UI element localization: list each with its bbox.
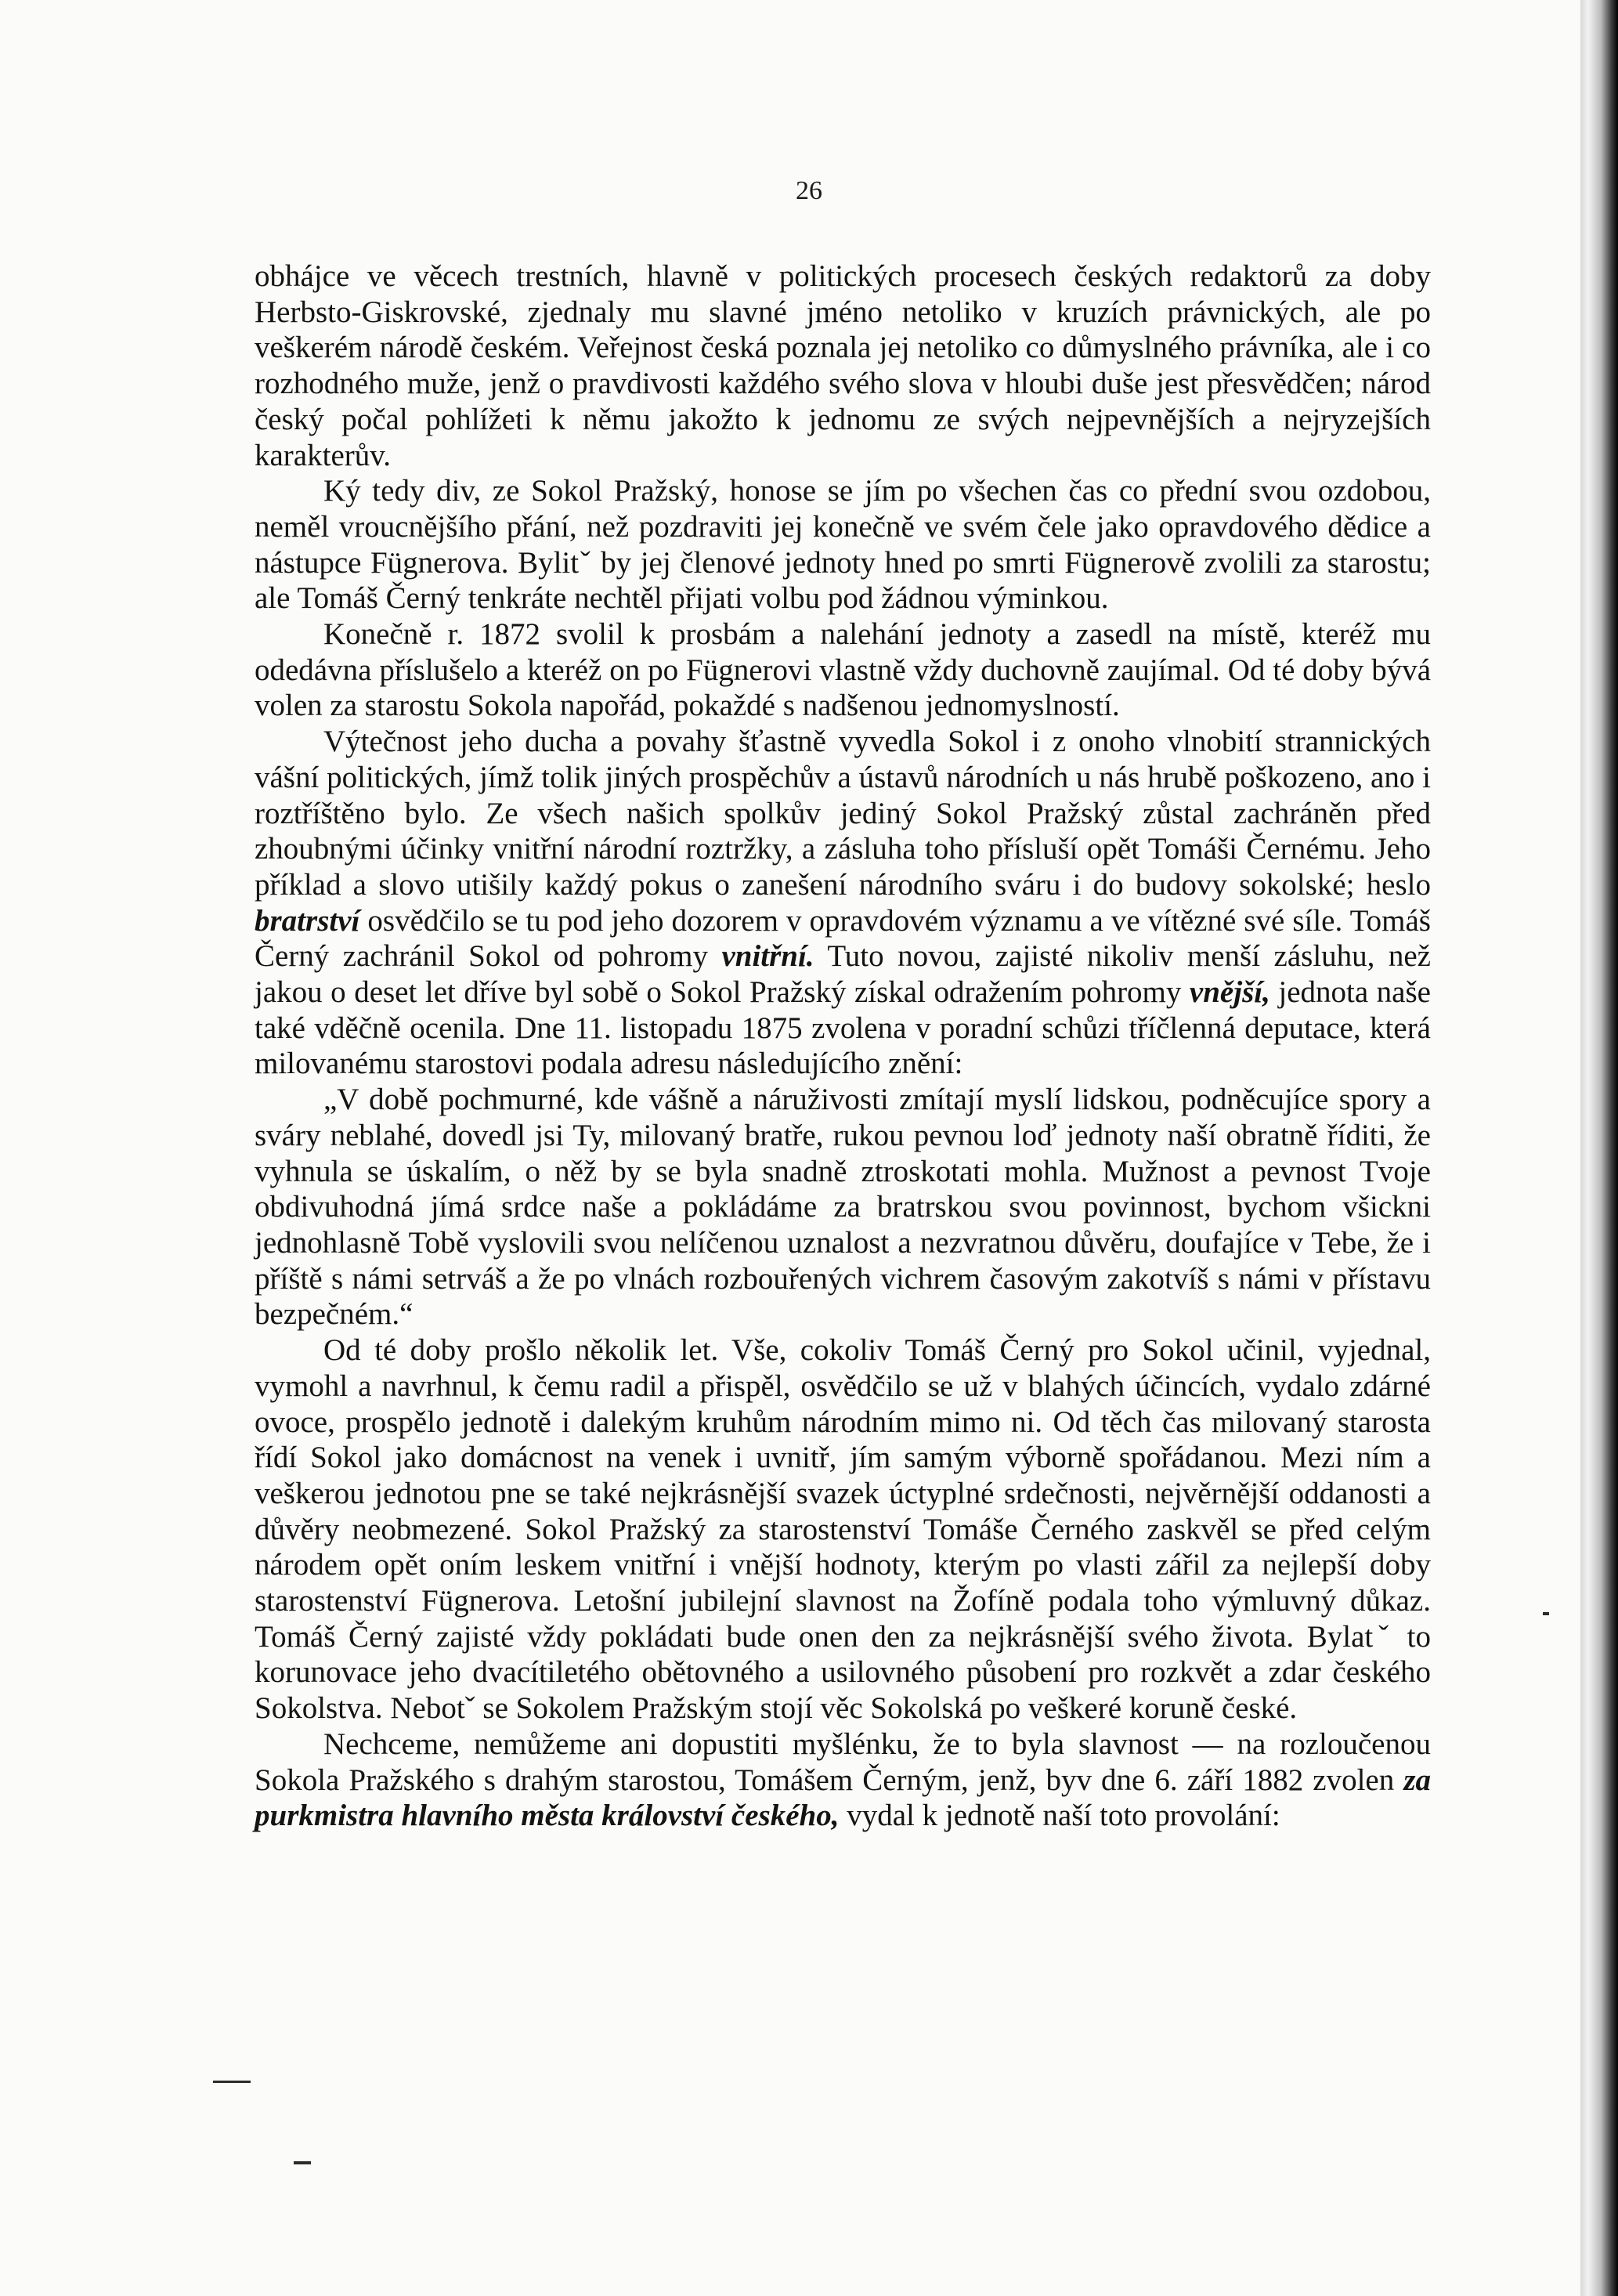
text-run: jednota naše také vděčně ocenila. Dne 11. listopadu 1875 zvolena v poradní schůzi tříčlenná deputace, která milovanému starostovi podala adresu následujícího znění:	[255, 975, 1431, 1081]
emphasized-text: vnější,	[1189, 975, 1270, 1010]
text-run: Výtečnost jeho ducha a povahy šťastně vyvedla Sokol i z onoho vlnobití strannických vášní politických, jímž tolik jiných prospěchův a ústavů národních u nás hrubě poškozeno, ano i roztříštěno bylo. Ze všech našich spolkův jediný Sokol Pražský zůstal zachráněn před zhoubnými účinky vnitřní národní roztržky, a zásluha toho přísluší opět Tomáši Černému. Jeho příklad a slovo utišily každý pokus o zanešení národního sváru i do budovy sokolské; heslo	[255, 725, 1431, 902]
paragraph	[255, 1727, 1431, 1834]
paragraph	[255, 616, 1431, 724]
text-run: Od té doby prošlo několik let. Vše, cokoliv Tomáš Černý pro Sokol učinil, vyjednal, vymohl a navrhnul, k čemu radil a přispěl, osvědčilo se už v blahých účincích, vydalo zdárné ovoce, prospělo jednotě i dalekým kruhům národním mimo ni. Od těch čas milovaný starosta řídí Sokol jako domácnost na venek i uvnitř, jím samým výborně spořádanou. Mezi ním a veškerou jednotou pne se také nejkrásnější svazek úctyplné srdečnosti, nejvěrnější oddanosti a důvěry neobmezené. Sokol Pražský za starostenství Tomáše Černého zaskvěl se před celým národem opět oním leskem vnitřní i vnější hodnoty, kterým po vlasti zářil za nejlepší doby starostenství Fügnerova. Letošní jubilejní slavnost na Žofíně podala toho výmluvný důkaz. Tomáš Černý zajisté vždy pokládati bude onen den za nejkrásnější svého života. Bylatˇ to korunovace jeho dvacítiletého obětovného a usilovného působení pro rozkvět a zdar českého Sokolstva. Nebotˇ se Sokolem Pražským stojí věc Sokolská po veškeré koruně české.	[255, 1333, 1431, 1726]
text-run: Konečně r. 1872 svolil k prosbám a nalehání jednoty a zasedl na místě, kteréž mu odedávna příslušelo a kteréž on po Fügnerovi vlastně vždy duchovně zaujímal. Od té doby bývá volen za starostu Sokola napořád, pokaždé s nadšenou jednomyslností.	[255, 617, 1431, 723]
text-run: osvědčilo se tu pod jeho dozorem v opravdovém významu a ve vítězné své síle. Tomáš Černý zachránil Sokol od pohromy	[255, 903, 1431, 974]
book-spine-edge	[1580, 0, 1618, 2296]
emphasized-text: vnitřní.	[721, 939, 814, 974]
scan-speck	[1543, 1612, 1549, 1615]
text-run: Tuto novou, zajisté nikoliv menší zásluhu, než jakou o deset let dříve byl sobě o Sokol Pražský získal odražením pohromy	[255, 939, 1431, 1010]
page-number: 26	[796, 176, 822, 205]
text-run: vydal k jednotě naší toto provolání:	[839, 1799, 1280, 1833]
body-text	[255, 259, 1431, 1834]
text-run: obhájce ve věcech trestních, hlavně v politických procesech českých redaktorů za doby Herbsto-Giskrovské, zjednaly mu slavné jméno netoliko v kruzích právnických, ale po veškerém národě českém. Veřejnost česká poznala jej netoliko co důmyslného právníka, ale i co rozhodného muže, jenž o pravdivosti každého svého slova v hloubi duše jest přesvědčen; národ český počal pohlížeti k němu jakožto k jednomu ze svých nejpevnějších a nejryzejších karakterův.	[255, 259, 1431, 472]
emphasized-text: za purkmistra hlavního města království českého,	[255, 1763, 1431, 1833]
scan-speck	[213, 2081, 251, 2083]
paragraph	[255, 259, 1431, 473]
emphasized-text: bratrství	[255, 903, 360, 938]
scan-speck	[294, 2161, 311, 2164]
text-run: Nechceme, nemůžeme ani dopustiti myšlénku, že to byla slavnost — na rozloučenou Sokola Pražského s drahým starostou, Tomášem Černým, jenž, byv dne 6. září 1882 zvolen	[255, 1727, 1431, 1797]
paragraph	[255, 724, 1431, 1082]
paragraph	[255, 1082, 1431, 1332]
text-run: „V době pochmurné, kde vášně a náruživosti zmítají myslí lidskou, podněcujíce spory a sváry neblahé, dovedl jsi Ty, milovaný bratře, rukou pevnou loď jednoty naší obratně říditi, že vyhnula se úskalím, o něž by se byla snadně ztroskotati mohla. Mužnost a pevnost Tvoje obdivuhodná jímá srdce naše a pokládáme za bratrskou svou povinnost, bychom všickni jednohlasně Tobě vyslovili svou nelíčenou uznalost a nezvratnou důvěru, doufajíce v Tebe, že i příště s námi setrváš a že po vlnách rozbouřených vichrem časovým zakotvíš s námi v přístavu bezpečném.“	[255, 1083, 1431, 1332]
text-run: Ký tedy div, ze Sokol Pražský, honose se jím po všechen čas co přední svou ozdobou, neměl vroucnějšího přání, než pozdraviti jej konečně ve svém čele jako opravdového dědice a nástupce Fügnerova. Bylitˇ by jej členové jednoty hned po smrti Fügnerově zvolili za starostu; ale Tomáš Černý tenkráte nechtěl přijati volbu pod žádnou výminkou.	[255, 474, 1431, 616]
paragraph	[255, 473, 1431, 616]
paragraph	[255, 1332, 1431, 1727]
